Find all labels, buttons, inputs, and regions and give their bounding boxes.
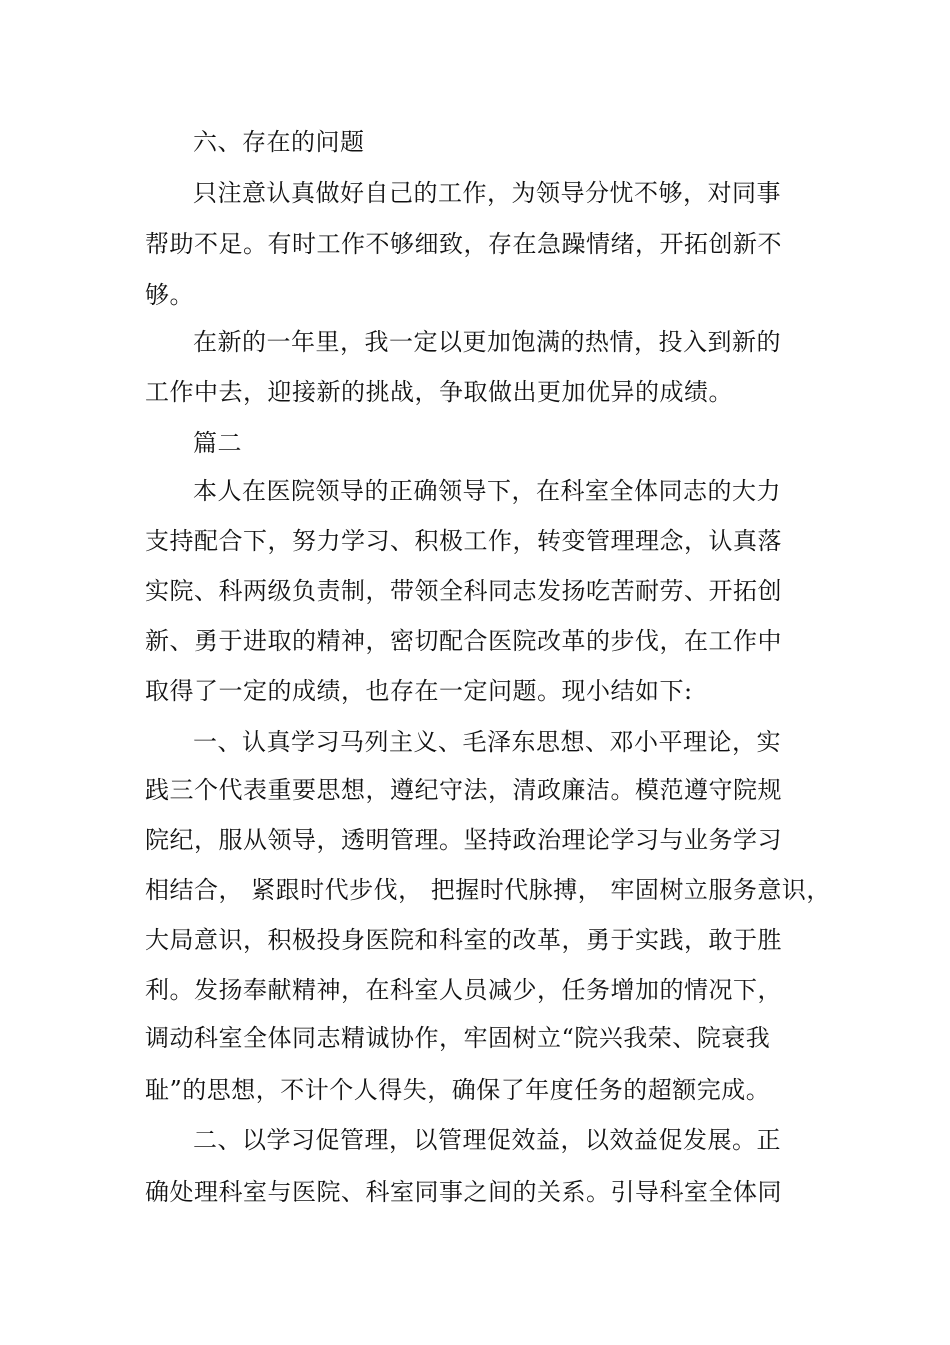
text-line: 一、认真学习马列主义、毛泽东思想、邓小平理论，实 (193, 728, 781, 756)
text-line: 调动科室全体同志精诚协作，牢固树立“院兴我荣、院衰我 (145, 1024, 771, 1052)
text-line: 践三个代表重要思想，遵纪守法，清政廉洁。模范遵守院规 (145, 776, 782, 804)
text-line: 院纪，服从领导，透明管理。坚持政治理论学习与业务学习 (145, 826, 782, 854)
text-line: 工作中去，迎接新的挑战，争取做出更加优异的成绩。 (145, 378, 733, 406)
text-line: 在新的一年里，我一定以更加饱满的热情，投入到新的 (193, 328, 781, 356)
text-line: 确处理科室与医院、科室同事之间的关系。引导科室全体同 (145, 1178, 782, 1206)
text-line: 取得了一定的成绩，也存在一定问题。现小结如下: (145, 677, 693, 705)
text-line: 够。 (145, 281, 194, 309)
text-line: 耻”的思想，不计个人得失，确保了年度任务的超额完成。 (145, 1076, 771, 1104)
text-line: 大局意识，积极投身医院和科室的改革，勇于实践，敢于胜 (145, 926, 782, 954)
text-line: 本人在医院领导的正确领导下，在科室全体同志的大力 (193, 477, 781, 505)
text-line: 只注意认真做好自己的工作，为领导分忧不够，对同事 (193, 179, 781, 207)
text-line: 实院、科两级负责制，带领全科同志发扬吃苦耐劳、开拓创 (145, 577, 782, 605)
text-line: 相结合， 紧跟时代步伐， 把握时代脉搏， 牢固树立服务意识， (145, 876, 831, 904)
text-line: 帮助不足。有时工作不够细致，存在急躁情绪，开拓创新不 (145, 230, 782, 258)
section-heading-problems: 六、存在的问题 (193, 128, 365, 156)
text-line: 二、以学习促管理，以管理促效益，以效益促发展。正 (193, 1126, 781, 1154)
section-heading-part-two: 篇二 (193, 429, 242, 457)
text-line: 支持配合下，努力学习、积极工作，转变管理理念，认真落 (145, 527, 782, 555)
text-line: 利。发扬奉献精神，在科室人员减少，任务增加的情况下， (145, 976, 782, 1004)
text-line: 新、勇于进取的精神，密切配合医院改革的步伐，在工作中 (145, 627, 782, 655)
